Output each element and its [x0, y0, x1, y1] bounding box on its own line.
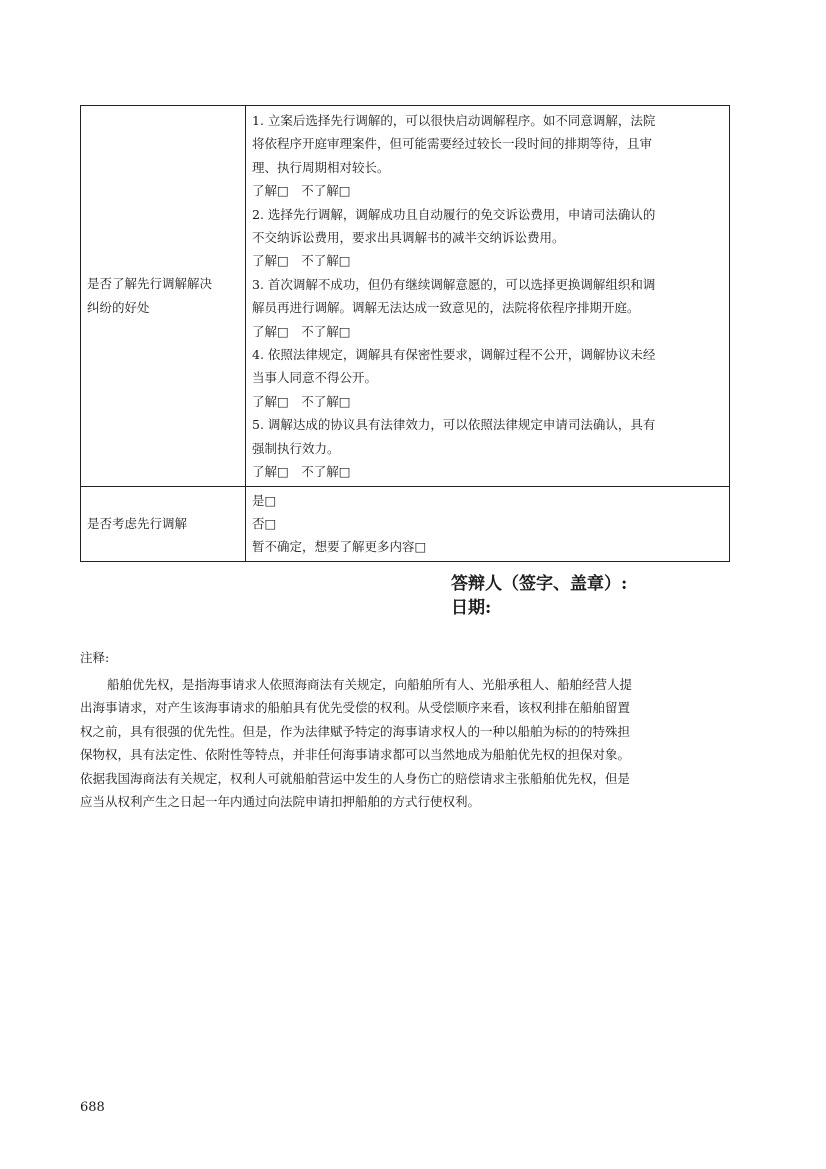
notes-line: 应当从权利产生之日起一年内通过向法院申请扣押船舶的方式行使权利。: [80, 794, 481, 810]
table-row: [81, 486, 730, 561]
benefit-item-3: [252, 273, 723, 343]
item-text: 2. 选择先行调解，调解成功且自动履行的免交诉讼费用，申请司法确认的: [252, 206, 656, 222]
item-text: 4. 依照法律规定，调解具有保密性要求，调解过程不公开，调解协议未经: [252, 347, 656, 363]
notes-label: 注释:: [80, 650, 110, 665]
understand-checkbox-group[interactable]: 了解□ 不了解□: [252, 183, 351, 199]
answer-cell-consider: [246, 486, 730, 561]
signer-label: 答辩人（签字、盖章）:: [451, 574, 628, 594]
item-text: 1. 立案后选择先行调解的，可以很快启动调解程序。如不同意调解，法院: [252, 113, 656, 128]
question-text: 是否了解先行调解解决: [87, 276, 213, 292]
item-text: 3. 首次调解不成功，但仍有继续调解意愿的，可以选择更换调解组织和调: [252, 276, 656, 292]
understand-checkbox-group[interactable]: 了解□ 不了解□: [252, 253, 351, 269]
understand-checkbox-group[interactable]: 了解□ 不了解□: [252, 323, 351, 339]
option-yes-checkbox[interactable]: 是□: [252, 492, 277, 508]
benefit-item-1: [252, 109, 723, 203]
option-no-checkbox[interactable]: 否□: [252, 515, 277, 531]
table-row: [81, 106, 730, 487]
notes-line: 依据我国海商法有关规定，权利人可就船舶营运中发生的人身伤亡的赔偿请求主张船舶优先权，但是: [80, 770, 631, 786]
question-text: 纠纷的好处: [87, 299, 150, 315]
item-text: 理、执行周期相对较长。: [252, 159, 390, 175]
benefit-item-5: [252, 413, 723, 483]
page-number: 688: [80, 1100, 105, 1115]
understand-checkbox-group[interactable]: 了解□ 不了解□: [252, 464, 351, 480]
notes-line: 权之前，具有很强的优先性。但是，作为法律赋予特定的海事请求权人的一种以船舶为标的的特殊担: [80, 723, 631, 739]
notes-line: 出海事请求，对产生该海事请求的船舶具有优先受偿的权利。从受偿顺序来看，该权利排在船舶留置: [80, 700, 631, 716]
mediation-survey-table: [80, 105, 730, 562]
notes-line: 船舶优先权，是指海事请求人依照海商法有关规定，向船舶所有人、光船承租人、船舶经营人提: [107, 677, 633, 692]
item-text: 5. 调解达成的协议具有法律效力，可以依照法律规定申请司法确认，具有: [252, 417, 656, 433]
question-text: 是否考虑先行调解: [87, 515, 188, 531]
question-cell-benefits: [81, 106, 246, 487]
question-cell-consider: [81, 486, 246, 561]
notes-paragraph: [80, 673, 730, 813]
item-text: 不交纳诉讼费用，要求出具调解书的减半交纳诉讼费用。: [252, 230, 565, 246]
item-text: 解员再进行调解。调解无法达成一致意见的，法院将依程序排期开庭。: [252, 300, 640, 316]
item-text: 当事人同意不得公开。: [252, 370, 378, 386]
item-text: 强制执行效力。: [252, 440, 340, 456]
option-undecided-checkbox[interactable]: 暂不确定，想要了解更多内容□: [252, 539, 427, 555]
benefit-item-4: [252, 343, 723, 413]
benefit-item-2: [252, 203, 723, 273]
signature-block: [451, 572, 627, 620]
date-label: 日期:: [451, 598, 492, 618]
notes-line: 保物权，具有法定性、依附性等特点，并非任何海事请求都可以当然地成为船舶优先权的担保对象。: [80, 747, 631, 763]
answer-cell-benefits: [246, 106, 730, 487]
understand-checkbox-group[interactable]: 了解□ 不了解□: [252, 393, 351, 409]
item-text: 将依程序开庭审理案件，但可能需要经过较长一段时间的排期等待，且审: [252, 136, 653, 152]
